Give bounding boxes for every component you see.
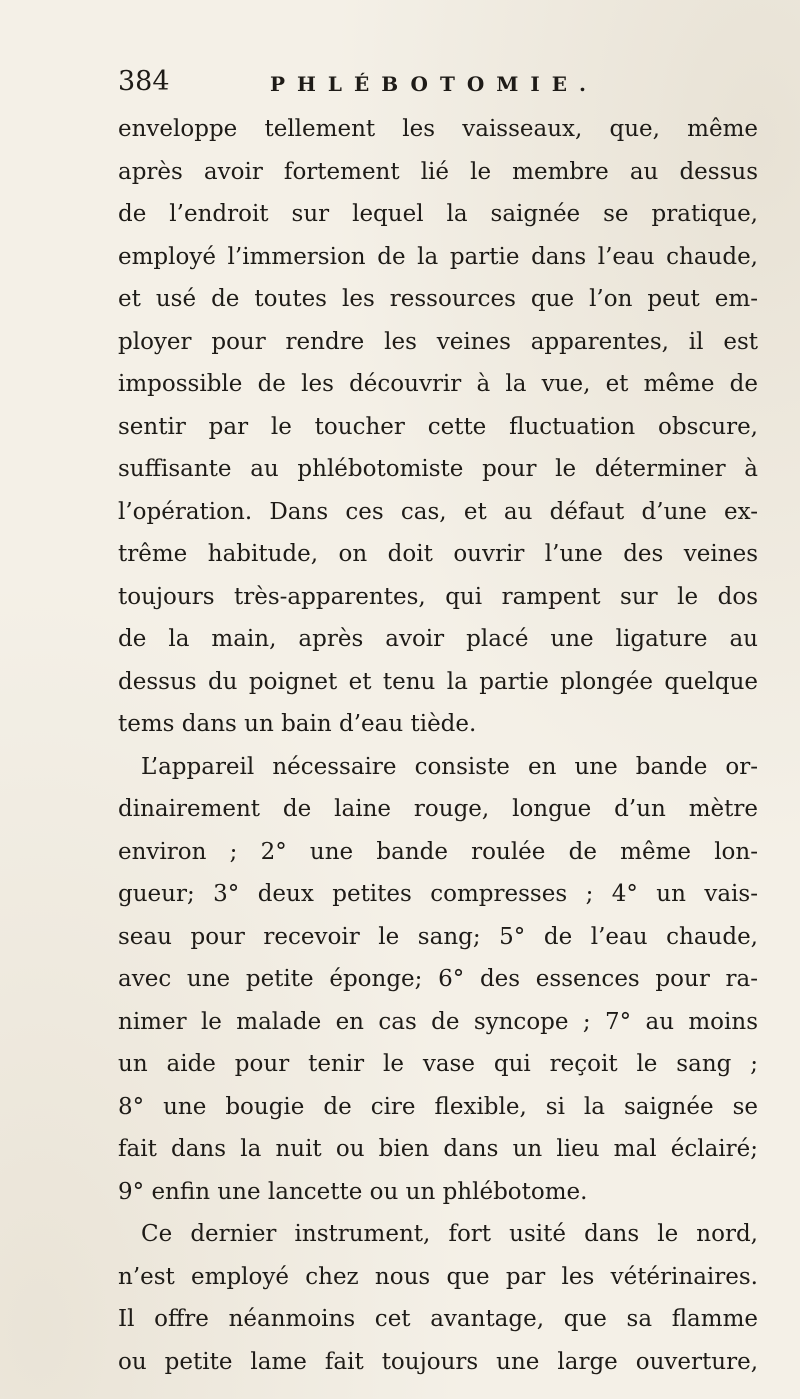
text-line: impossible de les découvrir à la vue, et même de bbox=[118, 371, 758, 397]
text-line: Il offre néanmoins cet avantage, que sa flamme bbox=[118, 1306, 758, 1332]
text-line: et usé de toutes les ressources que l’on peut em- bbox=[118, 286, 758, 312]
text-line: n’est employé chez nous que par les vétérinaires. bbox=[118, 1263, 758, 1290]
text-line: enveloppe tellement les vaisseaux, que, même bbox=[118, 116, 758, 142]
text-line: un aide pour tenir le vase qui reçoit le sang ; bbox=[118, 1051, 758, 1077]
text-line: seau pour recevoir le sang; 5° de l’eau chaude, bbox=[118, 923, 758, 950]
running-head: PHLÉBOTOMIE. bbox=[270, 72, 598, 96]
text-line: ou petite lame fait toujours une large ouverture, bbox=[118, 1348, 758, 1375]
text-line: ployer pour rendre les veines apparentes, il est bbox=[118, 328, 758, 355]
text-line: trême habitude, on doit ouvrir l’une des veines bbox=[118, 541, 758, 567]
text-line: 8° une bougie de cire flexible, si la saignée se bbox=[118, 1093, 758, 1120]
text-line: suffisante au phlébotomiste pour le déterminer à bbox=[118, 456, 758, 482]
text-line: après avoir fortement lié le membre au dessus bbox=[118, 158, 758, 185]
body-text bbox=[118, 108, 758, 1383]
text-line: sentir par le toucher cette fluctuation obscure, bbox=[118, 413, 758, 440]
paragraph-first-line: Ce dernier instrument, fort usité dans le nord, bbox=[141, 1221, 758, 1247]
text-line: dessus du poignet et tenu la partie plongée quelque bbox=[118, 668, 758, 695]
text-line: de l’endroit sur lequel la saignée se pratique, bbox=[118, 201, 758, 227]
text-line: avec une petite éponge; 6° des essences pour ra- bbox=[118, 966, 758, 992]
text-line: de la main, après avoir placé une ligature au bbox=[118, 626, 758, 652]
text-line: l’opération. Dans ces cas, et au défaut d’une ex- bbox=[118, 498, 758, 525]
text-line: dinairement de laine rouge, longue d’un mètre bbox=[118, 796, 758, 822]
text-line: tems dans un bain d’eau tiède. bbox=[118, 711, 477, 737]
page-header bbox=[118, 66, 758, 106]
text-line: toujours très-apparentes, qui rampent sur le dos bbox=[118, 583, 758, 610]
text-line: employé l’immersion de la partie dans l’eau chaude, bbox=[118, 243, 758, 270]
text-line: 9° enfin une lancette ou un phlébotome. bbox=[118, 1178, 588, 1205]
text-line: environ ; 2° une bande roulée de même lon- bbox=[118, 838, 758, 865]
paragraph-first-line: L’appareil nécessaire consiste en une bande or- bbox=[141, 753, 758, 780]
page-number: 384 bbox=[118, 66, 170, 97]
text-line: gueur; 3° deux petites compresses ; 4° un vais- bbox=[118, 881, 758, 907]
text-line: fait dans la nuit ou bien dans un lieu mal éclairé; bbox=[118, 1136, 758, 1162]
text-line: nimer le malade en cas de syncope ; 7° au moins bbox=[118, 1008, 758, 1035]
